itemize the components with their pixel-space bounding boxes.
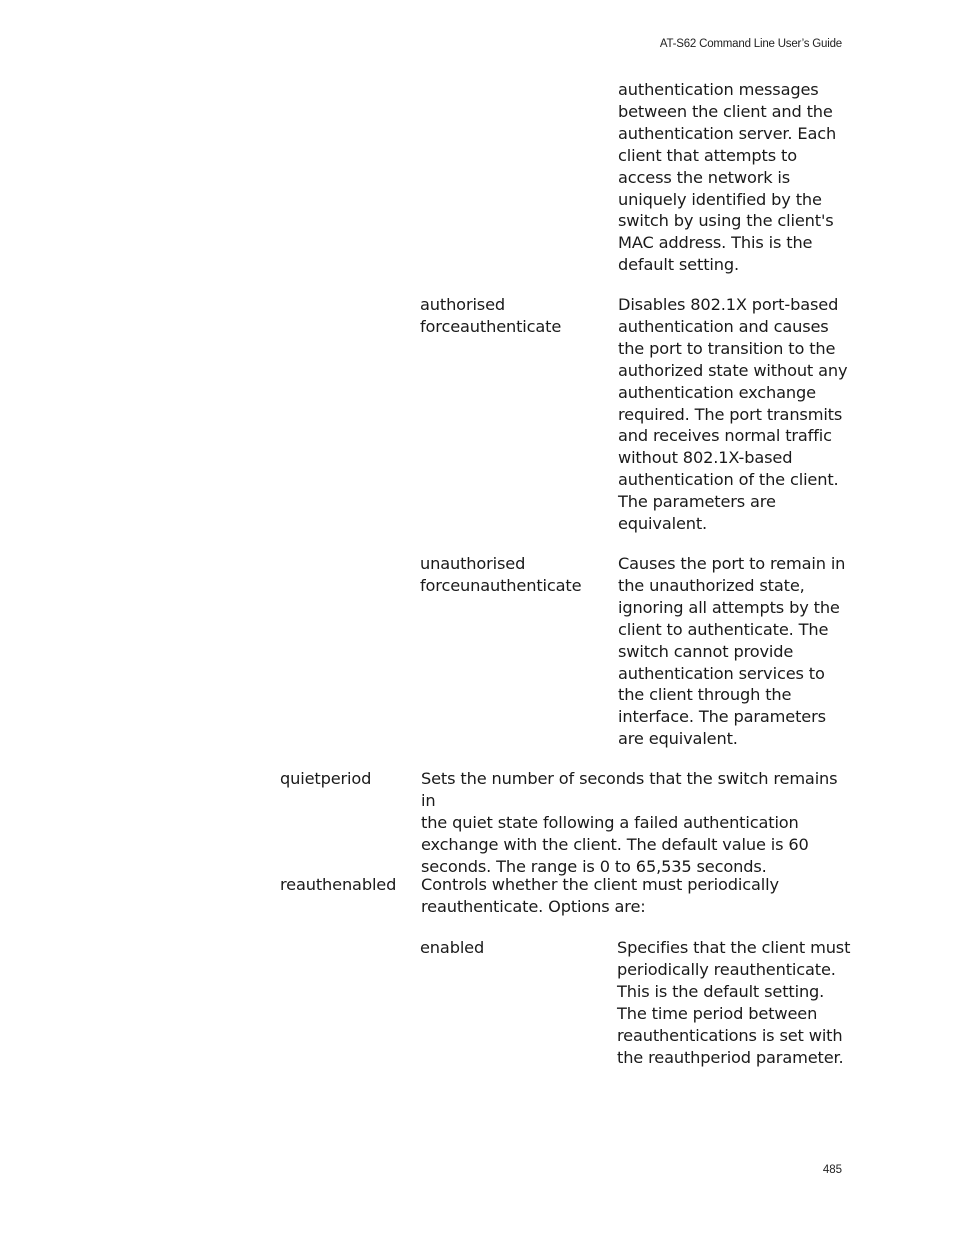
parameter-name-quietperiod: quietperiod [280, 769, 372, 788]
parameter-name-reauthenabled: reauthenabled [280, 875, 397, 894]
running-header: AT-S62 Command Line User’s Guide [659, 38, 842, 50]
parameter-description-reauthenabled: Controls whether the client must periodically reauthenticate. Options are: [421, 875, 779, 916]
option-description-enabled: Specifies that the client must periodically reauthenticate. This is the default setting. The time period between reauthentications is set with the reauthperiod parameter. [617, 938, 851, 1067]
option-description-continued: authentication messages between the client and the authentication server. Each client that attempts to access the network is uniquely identified by the switch by using the client's MAC address. This is the default setting. [618, 80, 837, 275]
option-name-enabled: enabled [420, 938, 485, 957]
option-description-authorised: Disables 802.1X port-based authentication and causes the port to transition to the authorized state without any authentication exchange required. The port transmits and receives normal traffic without 802.1X-based authentication of the client. The parameters are equivalent. [618, 295, 848, 534]
option-name-unauthorised: unauthorised forceunauthenticate [420, 554, 582, 595]
parameter-description-quietperiod: Sets the number of seconds that the switch remains in the quiet state following a failed authentication exchange with the client. The default value is 60 seconds. The range is 0 to 65,535 seconds. [421, 769, 838, 876]
option-description-unauthorised: Causes the port to remain in the unauthorized state, ignoring all attempts by the client to authenticate. The switch cannot provide authentication services to the client through the interface. The parameters are equivalent. [618, 554, 846, 749]
page-number: 485 [822, 1164, 842, 1176]
option-name-authorised: authorised forceauthenticate [420, 295, 562, 336]
